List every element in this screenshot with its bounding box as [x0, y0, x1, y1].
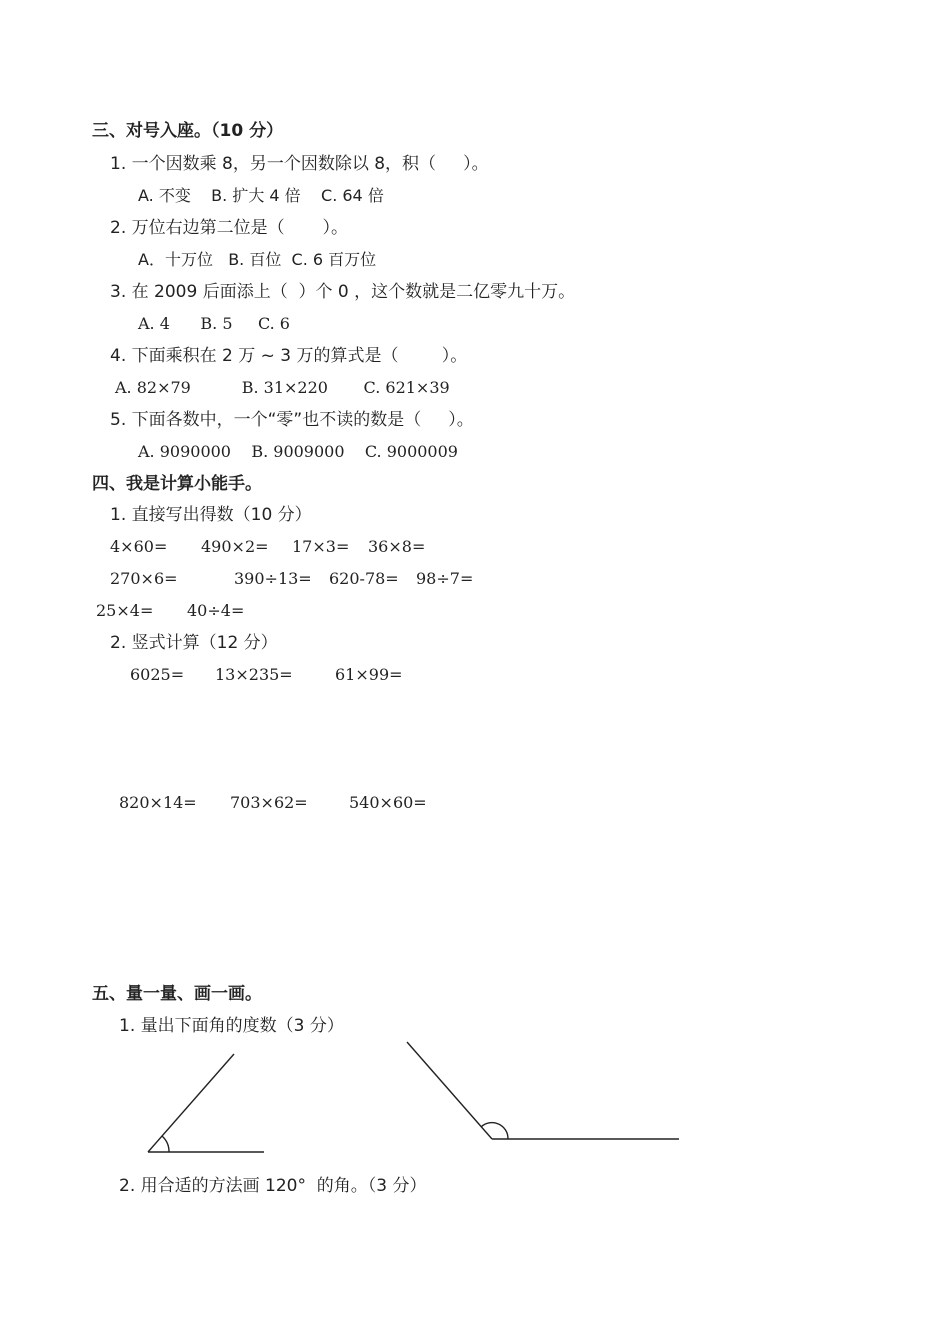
- question-3-1-options: A. 不变 B. 扩大 4 倍 C. 64 倍: [138, 186, 384, 205]
- vertical-expression: 703×62=: [230, 793, 308, 812]
- vertical-expression: 820×14=: [119, 793, 197, 812]
- oral-expression: 36×8=: [368, 537, 426, 556]
- acute-angle-figure: [148, 1054, 264, 1152]
- obtuse-angle-figure: [407, 1042, 679, 1139]
- oral-expression: 390÷13=: [234, 569, 312, 588]
- question-3-5-stem: 5. 下面各数中，一个“零”也不读的数是（ ）。: [110, 410, 474, 430]
- vertical-expression: 61×99=: [335, 665, 403, 684]
- section-4-part-2-title: 2. 竖式计算（12 分）: [110, 633, 278, 653]
- vertical-expression: 6025=: [130, 665, 185, 684]
- section-5-heading: 五、量一量、画一画。: [92, 984, 262, 1004]
- vertical-expression: 540×60=: [349, 793, 427, 812]
- section-5-question-1: 1. 量出下面角的度数（3 分）: [119, 1016, 344, 1036]
- oral-expression: 17×3=: [292, 537, 350, 556]
- question-3-5-options: A. 9090000 B. 9009000 C. 9000009: [138, 442, 458, 461]
- vertical-expression: 13×235=: [215, 665, 293, 684]
- section-4-heading: 四、我是计算小能手。: [92, 474, 262, 494]
- question-3-4-stem: 4. 下面乘积在 2 万 ~ 3 万的算式是（ ）。: [110, 346, 468, 366]
- question-3-4-options: A. 82×79 B. 31×220 C. 621×39: [115, 378, 450, 397]
- oral-expression: 40÷4=: [187, 601, 245, 620]
- oral-expression: 490×2=: [201, 537, 269, 556]
- question-3-2-options: A．十万位 B. 百位 C. 6 百万位: [138, 250, 377, 269]
- section-3-heading: 三、对号入座。（10 分）: [92, 121, 284, 141]
- oral-expression: 98÷7=: [416, 569, 474, 588]
- question-3-3-stem: 3. 在 2009 后面添上（ ）个 0 ，这个数就是二亿零九十万。: [110, 282, 576, 302]
- question-3-3-options: A. 4 B. 5 C. 6: [138, 314, 290, 333]
- section-4-part-1-title: 1. 直接写出得数（10 分）: [110, 505, 312, 525]
- oral-expression: 620-78=: [329, 569, 399, 588]
- section-5-question-2: 2. 用合适的方法画 120° 的角。（3 分）: [119, 1176, 427, 1196]
- oral-expression: 25×4=: [96, 601, 154, 620]
- oral-expression: 4×60=: [110, 537, 168, 556]
- question-3-2-stem: 2. 万位右边第二位是（ ）。: [110, 218, 348, 238]
- oral-expression: 270×6=: [110, 569, 178, 588]
- question-3-1-stem: 1. 一个因数乘 8，另一个因数除以 8，积（ ）。: [110, 154, 489, 174]
